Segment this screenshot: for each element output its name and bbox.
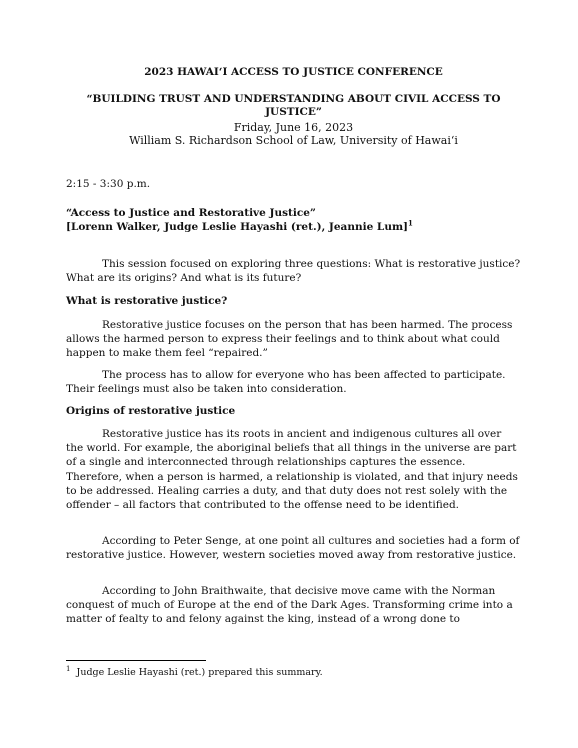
intro-paragraph: This session focused on exploring three questions: What is restorative justice? What are its origins? And what is its future? — [66, 258, 521, 285]
footnote-ref: 1 — [408, 218, 413, 228]
footnote — [66, 664, 323, 679]
session-panelists — [66, 220, 521, 234]
paragraph-what-is-2: The process has to allow for everyone who has been affected to participate. Their feelings must also be taken into consideration. — [66, 369, 506, 396]
theme-title: “BUILDING TRUST AND UNDERSTANDING ABOUT CIVIL ACCESS TO JUSTICE” — [86, 93, 501, 118]
conference-title: 2023 HAWAI‘I ACCESS TO JUSTICE CONFERENCE — [144, 66, 443, 78]
footnote-text: Judge Leslie Hayashi (ret.) prepared this summary. — [76, 667, 323, 678]
section-heading-what-is: What is restorative justice? — [66, 295, 228, 307]
session-time: 2:15 - 3:30 p.m. — [66, 178, 151, 190]
section-heading-origins: Origins of restorative justice — [66, 405, 236, 417]
paragraph-origins-3: According to John Braithwaite, that decisive move came with the Norman conquest of much of Europe at the end of the Dark Ages. Transforming crime into a matter of fealty to and felony against the king, instead of a wrong done to — [66, 585, 513, 626]
paragraph-what-is-1: Restorative justice focuses on the person that has been harmed. The process allows the harmed person to express their feelings and to think about what could happen to make them feel “repaired.” — [66, 319, 513, 360]
event-date: Friday, June 16, 2023 — [233, 121, 354, 134]
panelists-text: [Lorenn Walker, Judge Leslie Hayashi (ret.), Jeannie Lum] — [66, 221, 409, 233]
footnote-number: 1 — [66, 664, 71, 673]
footnote-divider — [66, 660, 206, 661]
paragraph-origins-2: According to Peter Senge, at one point all cultures and societies had a form of restorative justice. However, western societies moved away from restorative justice. — [66, 535, 520, 562]
paragraph-origins-1: Restorative justice has its roots in ancient and indigenous cultures all over the world. For example, the aboriginal beliefs that all things in the universe are part of a single and interconnected through relationships captures the essence. Therefore, when a person is harmed, a relationship is violated, and that injury needs to be addressed. Healing carries a duty, and that duty does not rest solely with the offender – all factors that contributed to the offense need to be identified. — [66, 428, 518, 512]
session-title: “Access to Justice and Restorative Justice” — [66, 207, 316, 219]
event-location: William S. Richardson School of Law, University of Hawai‘i — [129, 134, 458, 147]
